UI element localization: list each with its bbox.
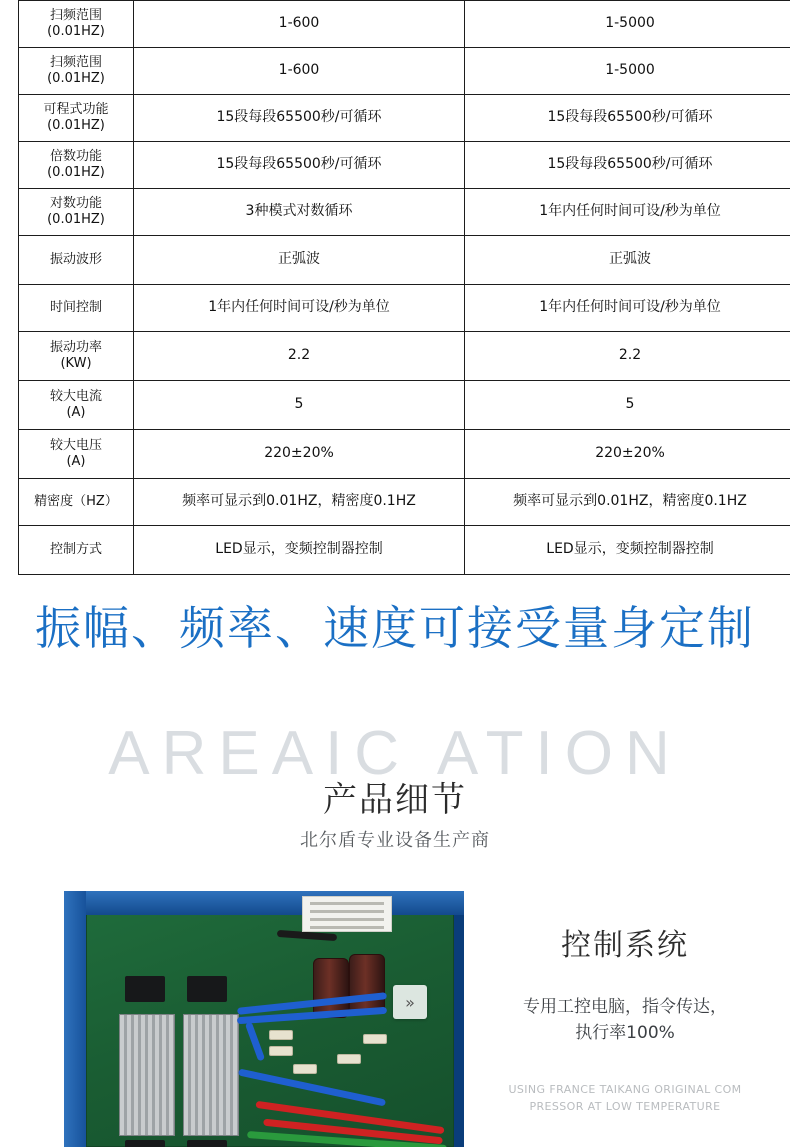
table-row bbox=[19, 285, 790, 332]
row-value-col1: 1-600 bbox=[134, 48, 465, 95]
wire-blue bbox=[245, 1022, 265, 1062]
row-value-col1: 2.2 bbox=[134, 332, 465, 381]
row-value-col2: 1年内任何时间可设/秒为单位 bbox=[465, 189, 790, 236]
detail-line-1: 专用工控电脑，指令传达， bbox=[523, 997, 727, 1017]
row-label-sub: (A) bbox=[66, 454, 86, 469]
row-value-col2: 220±20% bbox=[465, 430, 790, 479]
circuit-board bbox=[86, 913, 454, 1147]
row-label-main: 倍数功能 bbox=[49, 148, 102, 164]
detail-line-2: 执行率100% bbox=[575, 1023, 675, 1044]
row-value-col1: 1年内任何时间可设/秒为单位 bbox=[134, 285, 465, 332]
heatsink bbox=[119, 1014, 175, 1136]
section-title: 产品细节 bbox=[323, 780, 467, 820]
row-label bbox=[19, 1, 134, 48]
detail-title: 控制系统 bbox=[561, 928, 689, 963]
row-value-col2: 正弧波 bbox=[465, 236, 790, 285]
row-label-sub: (0.01HZ) bbox=[47, 71, 105, 86]
resistor bbox=[269, 1030, 293, 1040]
headline-text: 振幅、频率、速度可接受量身定制 bbox=[35, 601, 755, 655]
row-value-col2: 5 bbox=[465, 381, 790, 430]
detail-block bbox=[470, 920, 780, 1116]
row-label-sub: (0.01HZ) bbox=[47, 165, 105, 180]
row-label-main: 较大电流 bbox=[49, 388, 102, 404]
enclosure-top-panel bbox=[64, 891, 464, 915]
next-image-button[interactable]: » bbox=[393, 985, 427, 1019]
row-value-col2: 频率可显示到0.01HZ，精密度0.1HZ bbox=[465, 479, 790, 526]
row-value-col1: 频率可显示到0.01HZ，精密度0.1HZ bbox=[134, 479, 465, 526]
detail-en-line-2: PRESSOR AT LOW TEMPERATURE bbox=[529, 1100, 721, 1114]
resistor bbox=[363, 1034, 387, 1044]
row-value-col2: 15段每段65500秒/可循环 bbox=[465, 95, 790, 142]
capacitor bbox=[349, 954, 385, 1014]
row-value-col2: LED显示，变频控制器控制 bbox=[465, 526, 790, 575]
row-label-sub: (0.01HZ) bbox=[47, 24, 105, 39]
row-label-main: 振动波形 bbox=[49, 251, 102, 267]
resistor bbox=[269, 1046, 293, 1056]
row-label-main: 较大电压 bbox=[49, 437, 102, 453]
row-value-col1: 15段每段65500秒/可循环 bbox=[134, 95, 465, 142]
row-label-main: 对数功能 bbox=[49, 195, 102, 211]
table-row bbox=[19, 95, 790, 142]
spec-table bbox=[18, 0, 790, 575]
row-label bbox=[19, 48, 134, 95]
power-module bbox=[125, 1140, 165, 1147]
product-photo bbox=[64, 891, 464, 1147]
table-row bbox=[19, 236, 790, 285]
row-label bbox=[19, 381, 134, 430]
row-label-main: 精密度（HZ） bbox=[34, 493, 118, 509]
row-label-sub: (0.01HZ) bbox=[47, 118, 105, 133]
resistor bbox=[293, 1064, 317, 1074]
row-label-main: 振动功率 bbox=[49, 339, 102, 355]
row-label bbox=[19, 430, 134, 479]
row-value-col2: 2.2 bbox=[465, 332, 790, 381]
row-label bbox=[19, 95, 134, 142]
heatsink bbox=[183, 1014, 239, 1136]
row-label bbox=[19, 332, 134, 381]
row-value-col1: 3种模式对数循环 bbox=[134, 189, 465, 236]
row-label bbox=[19, 479, 134, 526]
power-module bbox=[125, 976, 165, 1002]
row-label-main: 扫频范围 bbox=[49, 54, 102, 70]
spec-table-container bbox=[18, 0, 772, 575]
table-row bbox=[19, 526, 790, 575]
row-label bbox=[19, 526, 134, 575]
power-module bbox=[187, 976, 227, 1002]
row-value-col2: 1年内任何时间可设/秒为单位 bbox=[465, 285, 790, 332]
row-value-col1: 220±20% bbox=[134, 430, 465, 479]
table-row bbox=[19, 381, 790, 430]
table-row bbox=[19, 479, 790, 526]
spec-label-sticker bbox=[302, 896, 392, 932]
watermark-text: AREAIC ATION bbox=[108, 719, 682, 788]
row-label bbox=[19, 142, 134, 189]
row-value-col2: 15段每段65500秒/可循环 bbox=[465, 142, 790, 189]
row-value-col2: 1-5000 bbox=[465, 1, 790, 48]
detail-en-line-1: USING FRANCE TAIKANG ORIGINAL COM bbox=[508, 1082, 742, 1096]
table-row bbox=[19, 430, 790, 479]
row-label-main: 控制方式 bbox=[49, 541, 102, 557]
detail-en-block bbox=[470, 1081, 780, 1116]
row-label bbox=[19, 285, 134, 332]
row-value-col2: 1-5000 bbox=[465, 48, 790, 95]
row-label bbox=[19, 236, 134, 285]
row-value-col1: LED显示，变频控制器控制 bbox=[134, 526, 465, 575]
enclosure-left-panel bbox=[64, 891, 86, 1147]
row-label-sub: (KW) bbox=[60, 356, 92, 371]
row-value-col1: 5 bbox=[134, 381, 465, 430]
row-label-sub: (A) bbox=[66, 405, 86, 420]
row-value-col1: 1-600 bbox=[134, 1, 465, 48]
table-row bbox=[19, 48, 790, 95]
row-label bbox=[19, 189, 134, 236]
section-subtitle: 北尔盾专业设备生产商 bbox=[300, 830, 490, 851]
row-label-main: 扫频范围 bbox=[49, 7, 102, 23]
table-row bbox=[19, 189, 790, 236]
table-row bbox=[19, 1, 790, 48]
power-module bbox=[187, 1140, 227, 1147]
resistor bbox=[337, 1054, 361, 1064]
row-value-col1: 15段每段65500秒/可循环 bbox=[134, 142, 465, 189]
table-row bbox=[19, 142, 790, 189]
row-label-sub: (0.01HZ) bbox=[47, 212, 105, 227]
row-label-main: 时间控制 bbox=[49, 299, 102, 315]
table-row bbox=[19, 332, 790, 381]
row-value-col1: 正弧波 bbox=[134, 236, 465, 285]
row-label-main: 可程式功能 bbox=[43, 101, 109, 117]
